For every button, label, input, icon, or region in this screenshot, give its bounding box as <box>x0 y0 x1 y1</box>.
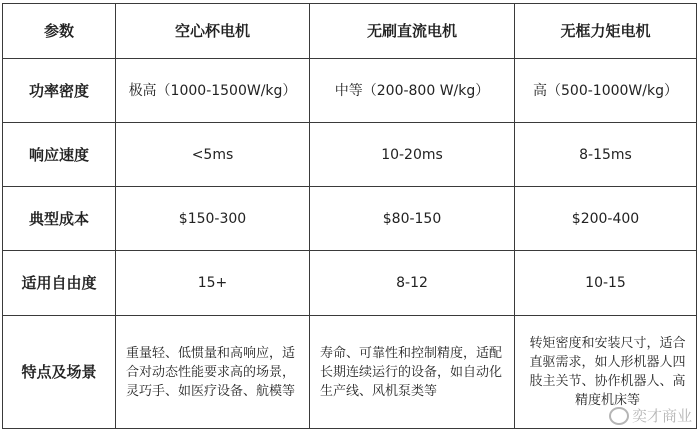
table-cell: $150-300 <box>116 187 310 251</box>
header-cell-bldc-motor: 无刷直流电机 <box>310 4 515 59</box>
header-cell-param: 参数 <box>3 4 116 59</box>
table-cell: <5ms <box>116 123 310 187</box>
header-cell-frameless-torque-motor: 无框力矩电机 <box>515 4 697 59</box>
table-cell: 中等（200-800 W/kg） <box>310 59 515 123</box>
table-cell: $200-400 <box>515 187 697 251</box>
table-cell: 8-12 <box>310 251 515 316</box>
row-label-features-scenarios: 特点及场景 <box>3 316 116 429</box>
table-row <box>3 59 697 123</box>
row-label-applicable-dof: 适用自由度 <box>3 251 116 316</box>
table-cell: 寿命、可靠性和控制精度，适配长期连续运行的设备，如自动化生产线、风机泵类等 <box>310 316 515 429</box>
table-row <box>3 251 697 316</box>
table-cell: 高（500-1000W/kg） <box>515 59 697 123</box>
comparison-table-container <box>2 3 696 429</box>
table-cell: 重量轻、低惯量和高响应，适合对动态性能要求高的场景，灵巧手、如医疗设备、航模等 <box>116 316 310 429</box>
table-cell: 8-15ms <box>515 123 697 187</box>
row-label-response-speed: 响应速度 <box>3 123 116 187</box>
weibo-logo-icon <box>609 407 629 425</box>
header-cell-coreless-motor: 空心杯电机 <box>116 4 310 59</box>
table-header-row <box>3 4 697 59</box>
table-cell: 15+ <box>116 251 310 316</box>
row-label-power-density: 功率密度 <box>3 59 116 123</box>
table-row <box>3 187 697 251</box>
row-label-typical-cost: 典型成本 <box>3 187 116 251</box>
table-cell: 转矩密度和安装尺寸，适合直驱需求，如人形机器人四肢主关节、协作机器人、高精度机床等 <box>515 316 697 429</box>
motor-comparison-table <box>2 3 697 429</box>
table-cell: 10-15 <box>515 251 697 316</box>
table-row <box>3 123 697 187</box>
watermark-text: 奕才商业 <box>631 407 692 425</box>
table-cell: 极高（1000-1500W/kg） <box>116 59 310 123</box>
watermark <box>609 405 692 426</box>
table-cell: 10-20ms <box>310 123 515 187</box>
table-row <box>3 316 697 429</box>
table-cell: $80-150 <box>310 187 515 251</box>
